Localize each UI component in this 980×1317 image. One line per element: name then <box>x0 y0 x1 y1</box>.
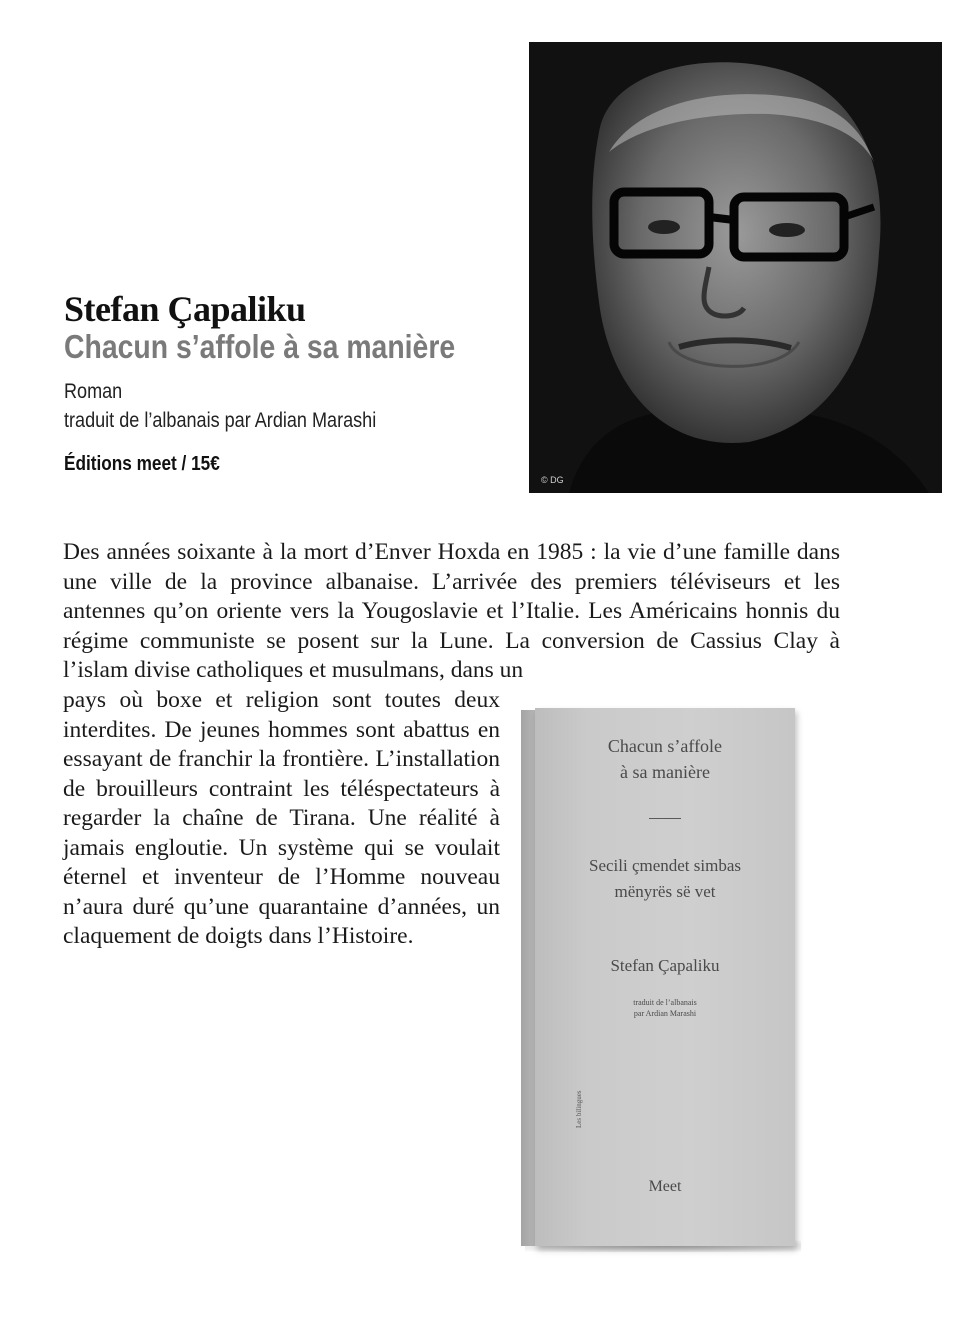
cover-translator-line2: par Ardian Marashi <box>633 1009 697 1018</box>
photo-credit: © DG <box>541 475 564 485</box>
genre-label: Roman <box>64 380 123 403</box>
cover-albanian-line2: mënyrës së vet <box>614 882 716 901</box>
cover-spine-text: Les bilingues <box>575 1090 583 1128</box>
book-cover-image <box>521 708 795 1246</box>
author-name: Stefan Çapaliku <box>64 289 306 329</box>
description-paragraph-narrow: pays où boxe et religion sont toutes deux interdites. De jeunes hommes sont abattus en essayant de franchir la frontière. L’installation de brouilleurs contraint les téléspectateurs à regarder la chaîne de Tirana. Une réalité à jamais engloutie. Un système qui se voulait éternel et inventeur de l’Homme nouveau n’aura duré qu’une quarantaine d’années, un claquement de doigts dans l’Histoire. <box>63 687 500 949</box>
author-portrait <box>529 42 942 493</box>
cover-publisher: Meet <box>648 1178 682 1195</box>
translator-label: traduit de l’albanais par Ardian Marashi <box>64 409 377 432</box>
book-title: Chacun s’affole à sa manière <box>64 328 456 365</box>
cover-albanian-line1: Secili çmendet simbas <box>588 856 742 875</box>
book-front-cover <box>535 708 795 1246</box>
description-paragraph-full: Des années soixante à la mort d’Enver Hoxda en 1985 : la vie d’une famille dans une ville de la province albanaise. L’arrivée des premiers téléviseurs et les antennes qu’on oriente vers la Yougoslavie et l’Italie. Les Américains honnis du régime communiste se posent sur la Lune. La conversion de Cassius Clay à l’islam divise catholiques et musulmans, dans un <box>63 539 840 683</box>
cover-title-line1: Chacun s’affole <box>607 736 723 756</box>
cover-translator-line1: traduit de l’albanais <box>633 998 697 1007</box>
cover-author: Stefan Çapaliku <box>610 956 720 975</box>
portrait-illustration <box>529 42 942 493</box>
cover-divider <box>649 818 681 819</box>
cover-title-line2: à sa manière <box>620 762 710 782</box>
publisher-price: Éditions meet / 15€ <box>64 453 220 475</box>
